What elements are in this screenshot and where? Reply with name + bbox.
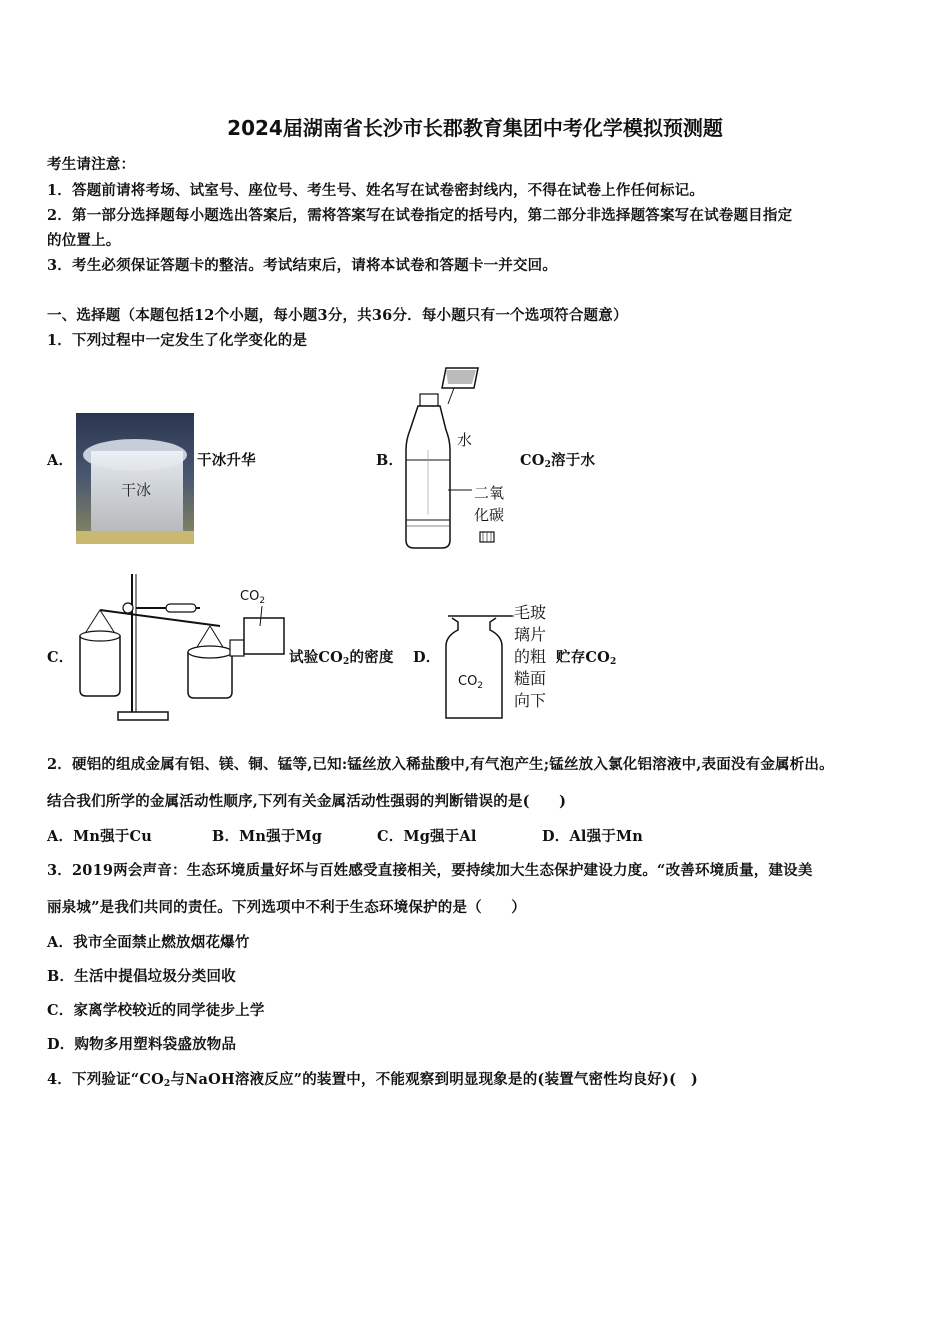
q2-option-a: A．Mn强于Cu	[47, 828, 153, 845]
dry-ice-photo	[76, 413, 194, 544]
co2-label-line2: 化碳	[474, 506, 505, 524]
q1-option-a-label: A．	[47, 452, 74, 469]
co2-flask-label: $CO_2$	[240, 589, 266, 606]
q1-option-d-label: D．	[413, 649, 441, 666]
q1-option-c-label: C．	[47, 649, 74, 666]
glass-note-5: 向下	[514, 691, 547, 710]
q3-option-a: A．我市全面禁止燃放烟花爆竹	[47, 934, 250, 951]
q2-option-c: C．Mg强于Al	[377, 828, 477, 845]
q4-stem: 4．下列验证“$CO_2$与NaOH溶液反应”的装置中，不能观察到明显现象是的(装置气密性均良好)( )	[47, 1071, 698, 1089]
q3-stem-line2: 丽泉城”是我们共同的责任。下列选项中不利于生态环境保护的是（ ）	[47, 899, 526, 916]
glass-note-2: 璃片	[514, 625, 547, 644]
notice-heading: 考生请注意：	[47, 156, 136, 173]
q3-stem-line1: 3．2019两会声音：生态环境质量好坏与百姓感受直接相关，要持续加大生态保护建设力度。“改善环境质量，建设美	[47, 862, 813, 879]
q1-option-b-label: B．	[376, 452, 404, 469]
q2-stem-line2: 结合我们所学的金属活动性顺序,下列有关金属活动性强弱的判断错误的是( )	[47, 793, 567, 810]
bottle-diagram	[400, 360, 510, 550]
notice-item-1: 1．答题前请将考场、试室号、座位号、考生号、姓名写在试卷密封线内，不得在试卷上作任何标记。	[47, 182, 705, 199]
page-title: 2024届湖南省长沙市长郡教育集团中考化学模拟预测题	[227, 116, 723, 140]
glass-note-4: 糙面	[514, 669, 547, 688]
q1-option-c-text: 试验$CO_2$的密度	[289, 649, 394, 667]
notice-item-2: 2．第一部分选择题每小题选出答案后，需将答案写在试卷指定的括号内，第二部分非选择题答案写在试卷题目指定	[47, 207, 793, 224]
co2-jar-label: $CO_2$	[458, 674, 484, 691]
q3-option-c: C．家离学校较近的同学徒步上学	[47, 1002, 265, 1019]
notice-item-2-cont: 的位置上。	[47, 232, 121, 249]
q1-option-b-text: $CO_2$溶于水	[520, 452, 596, 470]
q2-option-b: B．Mn强于Mg	[212, 828, 323, 845]
q1-option-a-text: 干冰升华	[197, 452, 256, 469]
balance-diagram	[70, 570, 285, 728]
gas-jar-diagram	[440, 600, 555, 725]
glass-note-1: 毛玻	[514, 603, 547, 622]
q3-option-b: B．生活中提倡垃圾分类回收	[47, 968, 236, 985]
section-heading: 一、选择题（本题包括12个小题，每小题3分，共36分．每小题只有一个选项符合题意）	[47, 307, 628, 324]
water-label: 水	[457, 431, 473, 449]
notice-item-3: 3．考生必须保证答题卡的整洁。考试结束后，请将本试卷和答题卡一并交回。	[47, 257, 558, 274]
q2-stem-line1: 2．硬铝的组成金属有铝、镁、铜、锰等,已知:锰丝放入稀盐酸中,有气泡产生;锰丝放入氯化铝溶液中,表面没有金属析出。	[47, 756, 834, 773]
co2-label-line1: 二氧	[474, 484, 505, 502]
q1-option-d-text: 贮存$CO_2$	[556, 649, 617, 667]
q1-stem: 1．下列过程中一定发生了化学变化的是	[47, 332, 308, 349]
glass-note-3: 的粗	[514, 647, 547, 666]
dry-ice-label: 干冰	[120, 481, 152, 499]
q2-option-d: D．Al强于Mn	[542, 828, 644, 845]
q3-option-d: D．购物多用塑料袋盛放物品	[47, 1036, 237, 1053]
